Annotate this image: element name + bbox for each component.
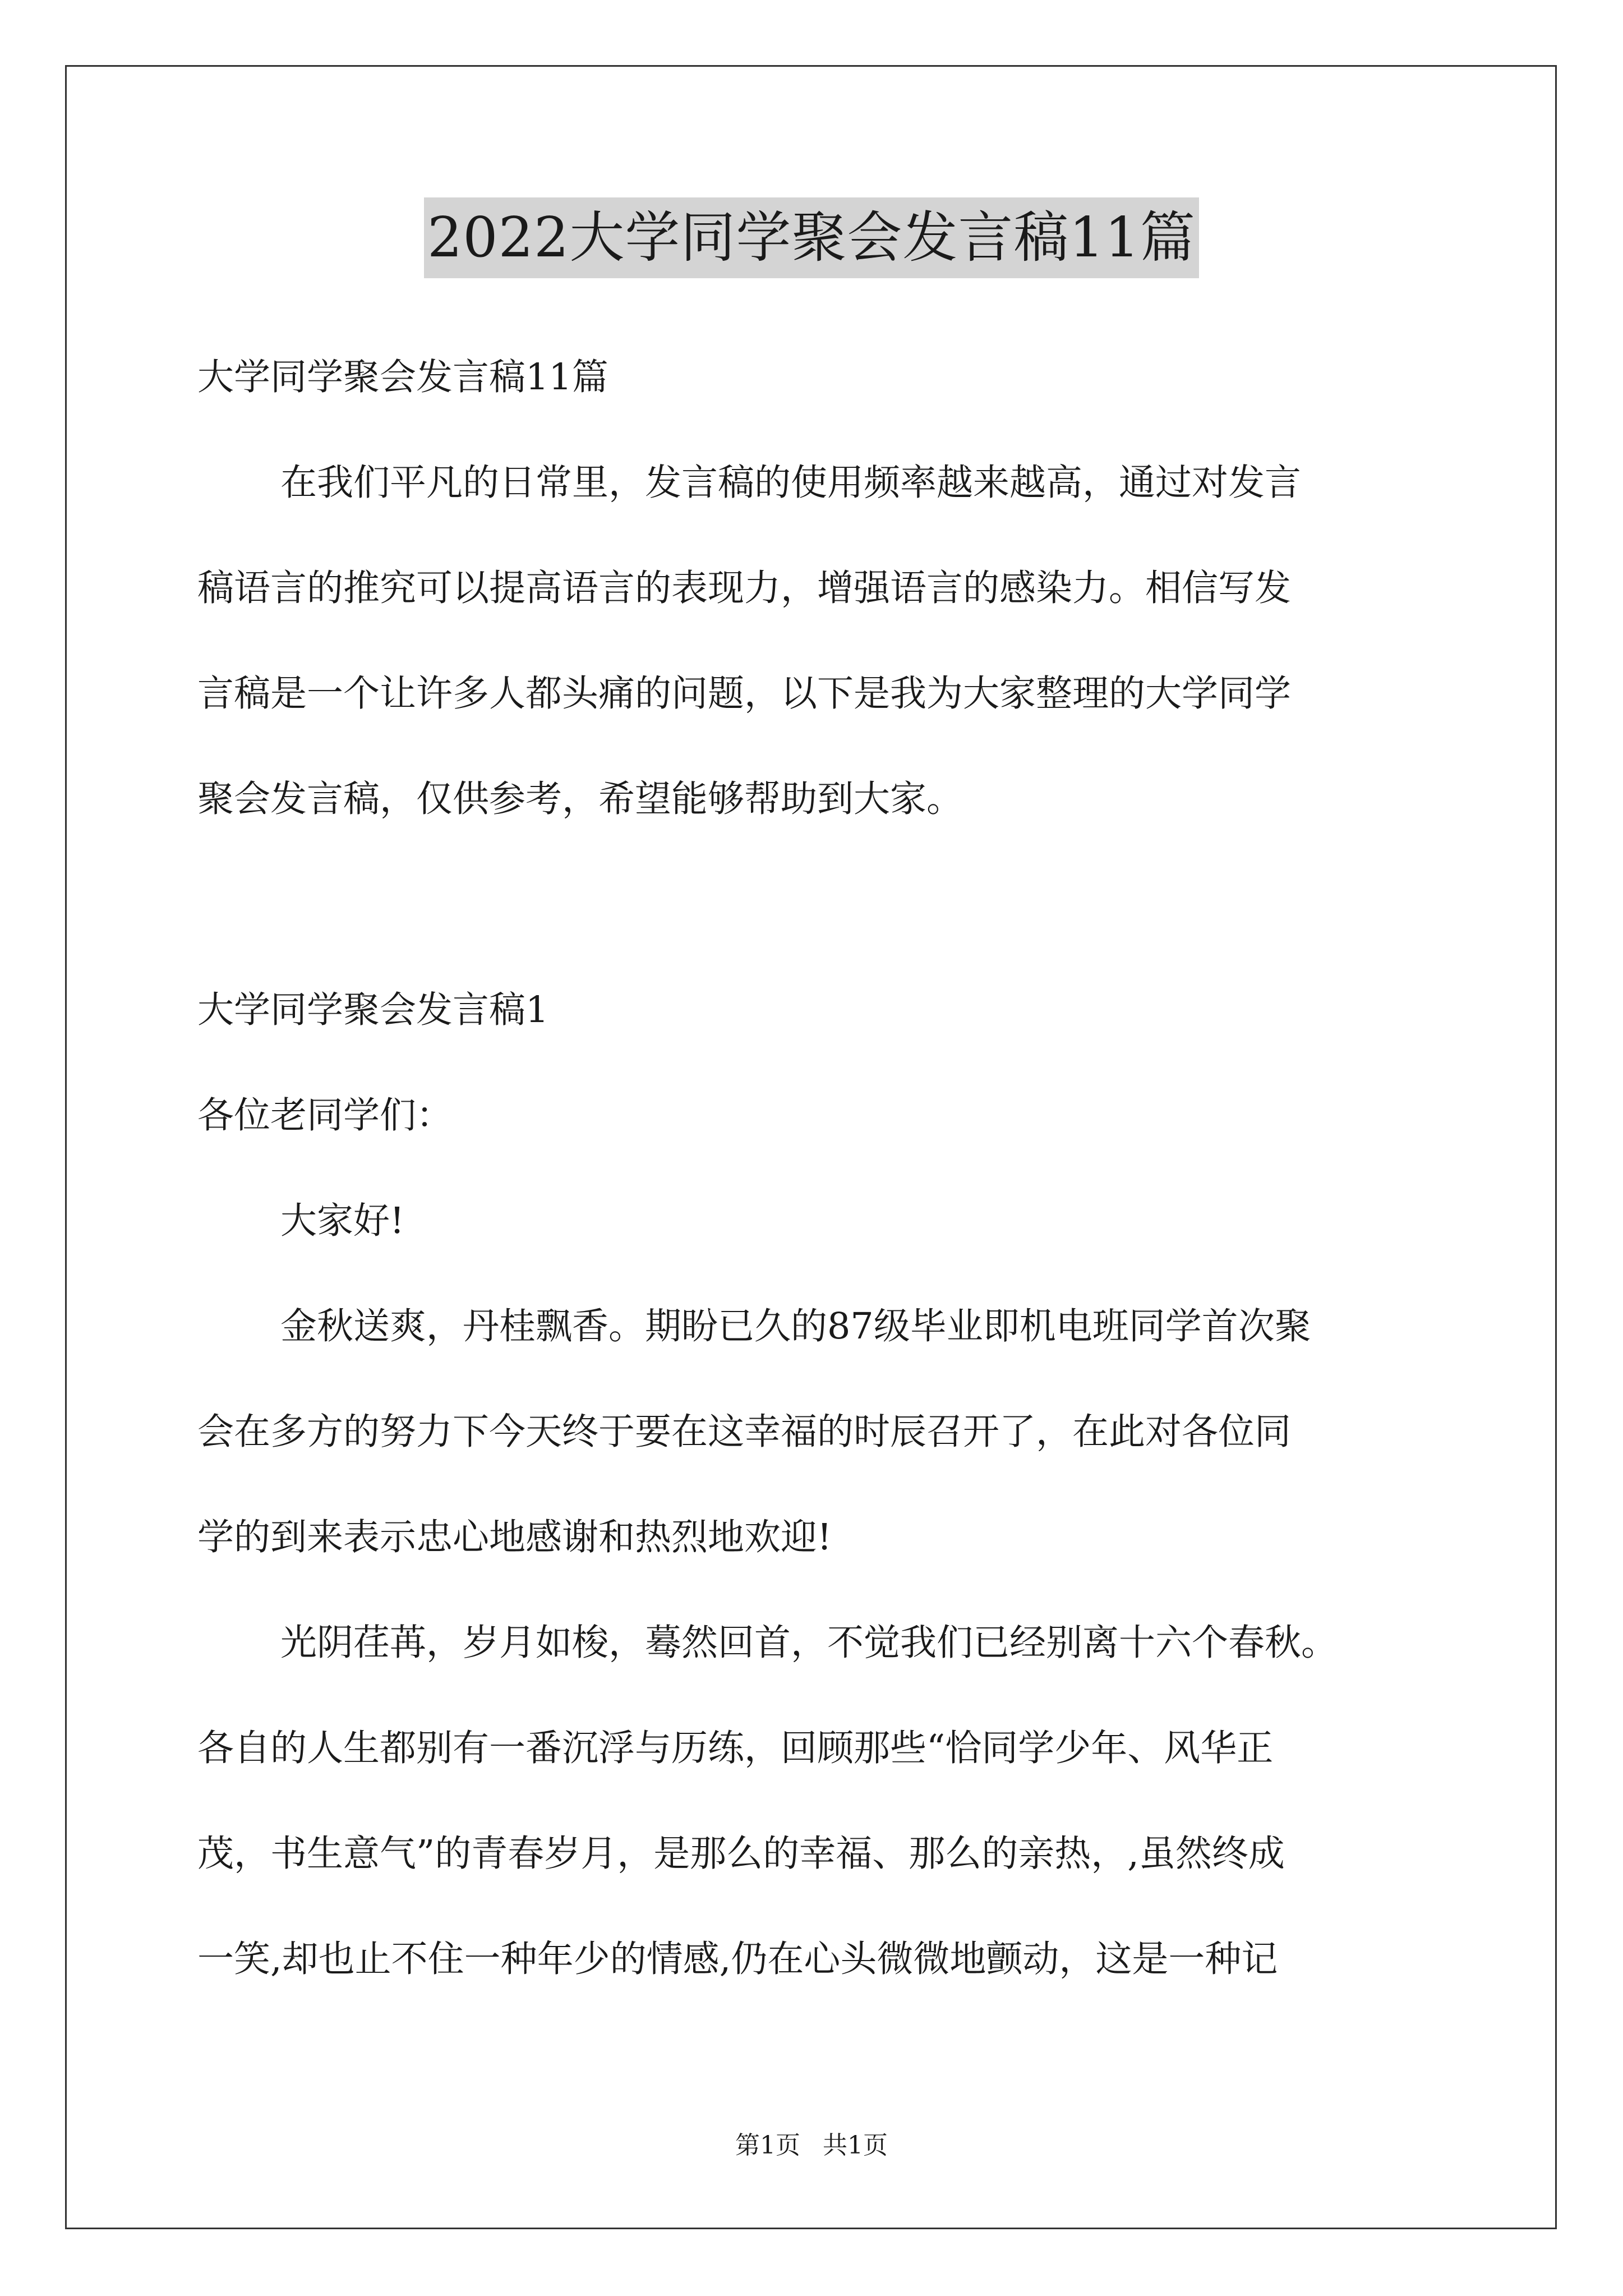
subtitle-line: 大学同学聚会发言稿11篇 <box>197 356 608 398</box>
paragraph-line: 学的到来表示忠心地感谢和热烈地欢迎! <box>197 1516 832 1558</box>
paragraph-line: 各自的人生都别有一番沉浮与历练，回顾那些“恰同学少年、风华正 <box>197 1727 1274 1769</box>
paragraph-line: 一笑,却也止不住一种年少的情感,仍在心头微微地颤动，这是一种记 <box>197 1938 1278 1980</box>
paragraph-line: 聚会发言稿，仅供参考，希望能够帮助到大家。 <box>197 778 963 820</box>
greeting-line: 大家好! <box>280 1200 405 1242</box>
paragraph-gap <box>197 860 1431 965</box>
paragraph-line: 光阴荏苒，岁月如梭，蓦然回首，不觉我们已经别离十六个春秋。 <box>280 1622 1338 1664</box>
document-body <box>197 333 1431 2020</box>
paragraph-line: 在我们平凡的日常里，发言稿的使用频率越来越高，通过对发言 <box>280 462 1302 504</box>
paragraph-line: 茂，书生意气”的青春岁月，是那么的幸福、那么的亲热，,虽然终成 <box>197 1833 1285 1875</box>
paragraph-line: 金秋送爽，丹桂飘香。期盼已久的87级毕业即机电班同学首次聚 <box>280 1305 1311 1347</box>
paragraph-line: 会在多方的努力下今天终于要在这幸福的时辰召开了，在此对各位同 <box>197 1411 1292 1453</box>
title-area <box>0 197 1623 278</box>
paragraph-line: 言稿是一个让许多人都头痛的问题，以下是我为大家整理的大学同学 <box>197 673 1292 715</box>
section-heading: 大学同学聚会发言稿1 <box>197 989 549 1031</box>
document-title: 2022大学同学聚会发言稿11篇 <box>424 197 1199 278</box>
page-footer <box>0 2129 1623 2162</box>
salutation-line: 各位老同学们： <box>197 1094 453 1137</box>
page-number-total: 共1页 <box>823 2131 888 2160</box>
paragraph-line: 稿语言的推究可以提高语言的表现力，增强语言的感染力。相信写发 <box>197 567 1292 609</box>
page-number-current: 第1页 <box>735 2131 800 2160</box>
